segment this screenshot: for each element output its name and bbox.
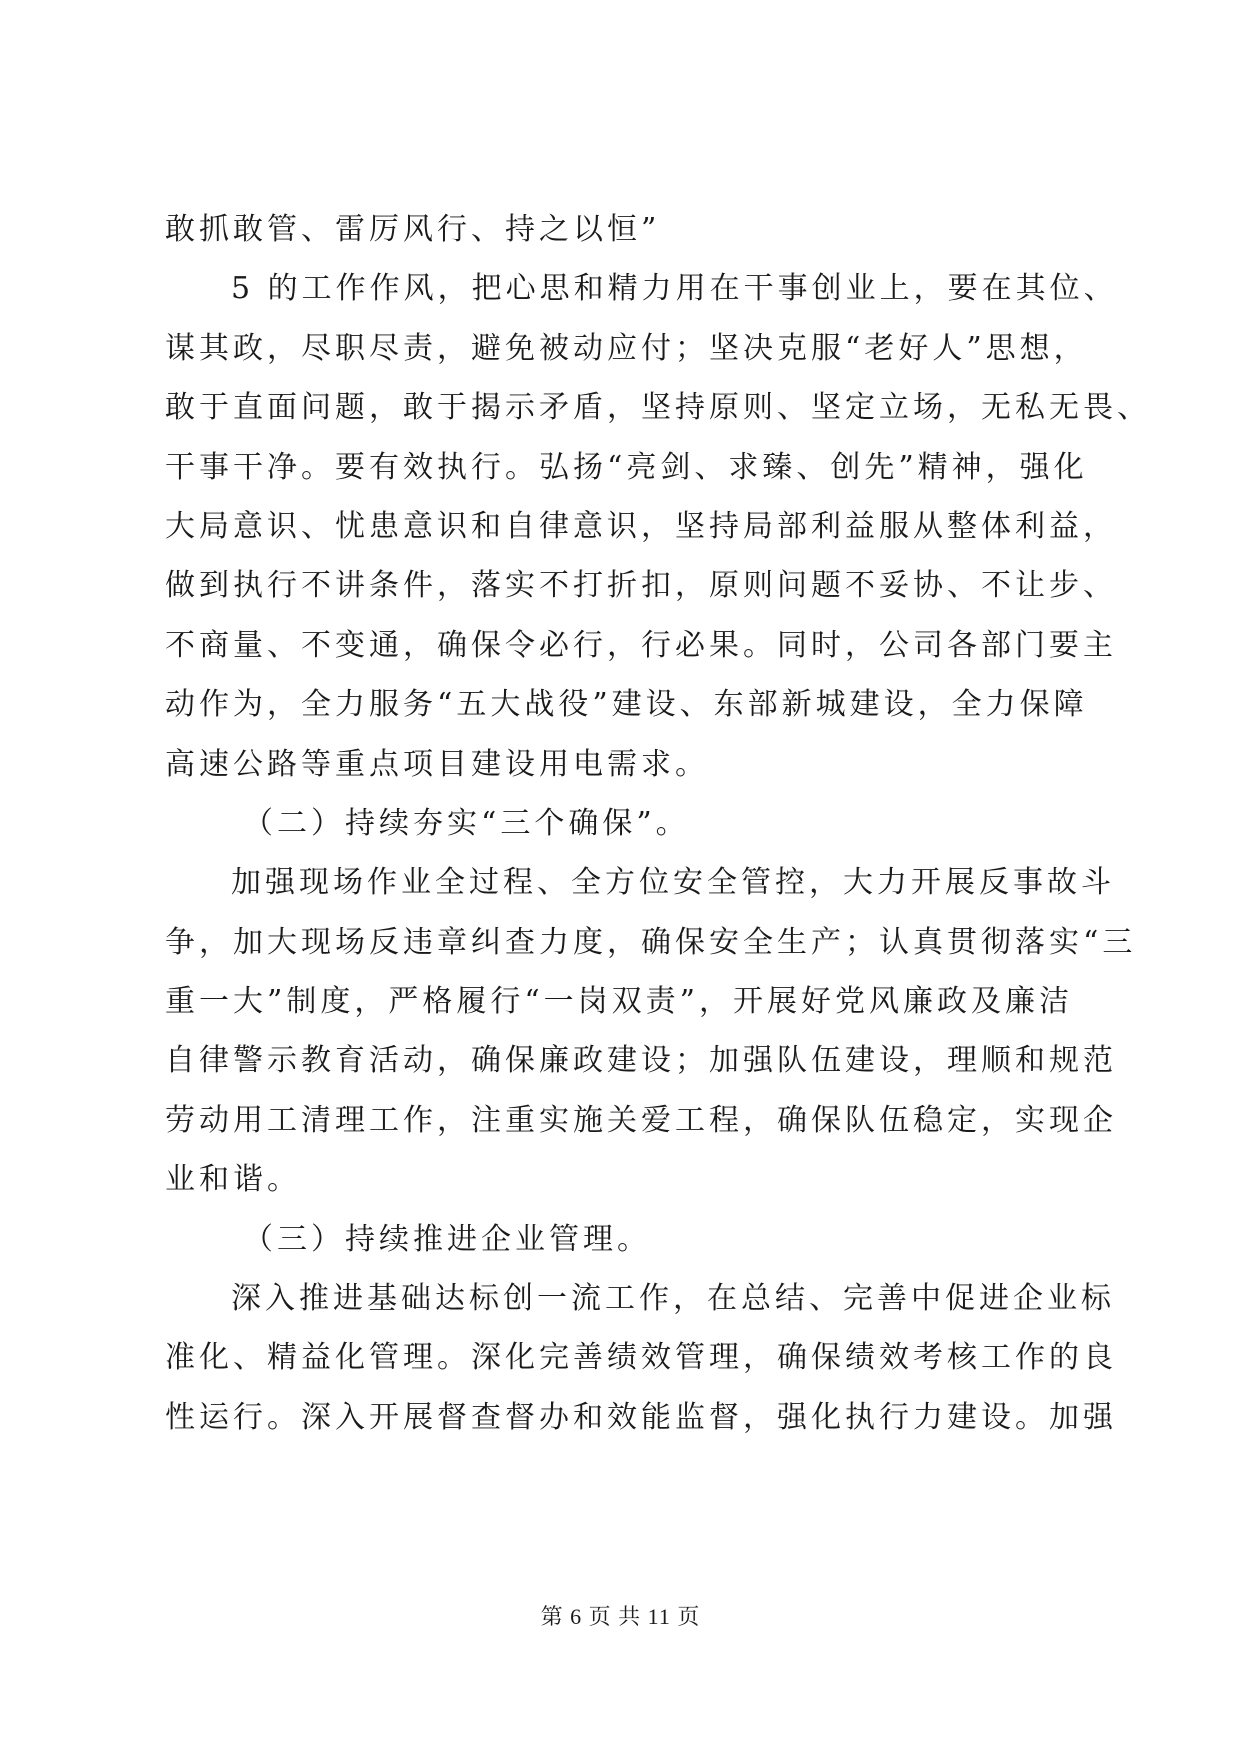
body-line: 争，加大现场反违章纠查力度，确保安全生产；认真贯彻落实“三 (165, 924, 1137, 960)
section-heading: （二）持续夯实“三个确保”。 (243, 805, 690, 841)
document-body (165, 200, 1151, 1447)
paragraph-start-line: 加强现场作业全过程、全方位安全管控，大力开展反事故斗 (231, 865, 1115, 901)
body-line: 谋其政，尽职尽责，避免被动应付；坚决克服“老好人”思想， (165, 330, 1088, 366)
body-line: 劳动用工清理工作，注重实施关爱工程，确保队伍稳定，实现企 (165, 1102, 1117, 1138)
body-line: 高速公路等重点项目建设用电需求。 (165, 746, 709, 782)
body-line: 大局意识、忧患意识和自律意识，坚持局部利益服从整体利益， (165, 508, 1117, 544)
body-line: 干事干净。要有效执行。弘扬“亮剑、求臻、创先”精神，强化 (165, 449, 1088, 485)
body-line: 敢抓敢管、雷厉风行、持之以恒” (165, 212, 661, 247)
section-heading: （三）持续推进企业管理。 (243, 1221, 651, 1257)
body-line: 性运行。深入开展督查督办和效能监督，强化执行力建设。加强 (165, 1399, 1117, 1435)
body-line: 动作为，全力服务“五大战役”建设、东部新城建设，全力保障 (165, 687, 1088, 723)
body-line: 敢于直面问题，敢于揭示矛盾，坚持原则、坚定立场，无私无畏、 (165, 390, 1151, 426)
body-line: 重一大”制度，严格履行“一岗双责”，开展好党风廉政及廉洁 (165, 984, 1074, 1020)
body-line: 不商量、不变通，确保令必行，行必果。同时，公司各部门要主 (165, 627, 1117, 663)
body-line: 自律警示教育活动，确保廉政建设；加强队伍建设，理顺和规范 (165, 1043, 1117, 1079)
body-line: 做到执行不讲条件，落实不打折扣，原则问题不妥协、不让步、 (165, 568, 1117, 604)
body-line: 准化、精益化管理。深化完善绩效管理，确保绩效考核工作的良 (165, 1340, 1117, 1376)
paragraph-start-line: 5 的工作作风，把心思和精力用在干事创业上，要在其位、 (231, 271, 1118, 307)
body-line: 业和谐。 (165, 1162, 301, 1198)
paragraph-start-line: 深入推进基础达标创一流工作，在总结、完善中促进企业标 (231, 1281, 1115, 1317)
page-number-footer: 第 6 页 共 11 页 (540, 1604, 701, 1629)
